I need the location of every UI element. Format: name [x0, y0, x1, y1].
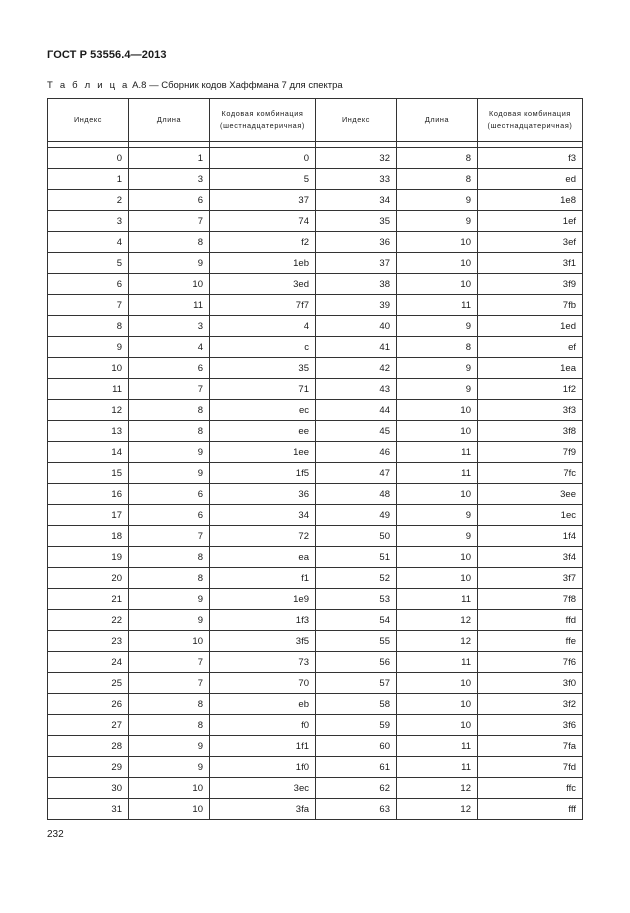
cell-length: 10	[397, 568, 478, 589]
cell-length: 9	[129, 253, 210, 274]
table-row	[48, 547, 583, 568]
cell-codeword: 7f7	[210, 295, 316, 316]
cell-length: 6	[129, 505, 210, 526]
cell-codeword: 34	[210, 505, 316, 526]
table-row	[48, 715, 583, 736]
cell-length: 6	[129, 484, 210, 505]
cell-codeword: 7f9	[478, 442, 583, 463]
document-header: ГОСТ Р 53556.4—2013	[47, 49, 167, 61]
cell-length: 11	[129, 295, 210, 316]
cell-codeword: 1ee	[210, 442, 316, 463]
cell-index: 12	[48, 400, 129, 421]
cell-index: 25	[48, 673, 129, 694]
cell-codeword: 36	[210, 484, 316, 505]
cell-length: 8	[129, 232, 210, 253]
cell-index: 0	[48, 148, 129, 169]
table-caption	[47, 80, 343, 91]
cell-length: 9	[397, 526, 478, 547]
cell-codeword: 1e9	[210, 589, 316, 610]
cell-index: 57	[316, 673, 397, 694]
cell-codeword: 3f8	[478, 421, 583, 442]
cell-length: 11	[397, 736, 478, 757]
cell-codeword: 7f8	[478, 589, 583, 610]
cell-index: 62	[316, 778, 397, 799]
cell-codeword: 70	[210, 673, 316, 694]
cell-length: 10	[397, 694, 478, 715]
cell-length: 9	[129, 442, 210, 463]
table-row	[48, 421, 583, 442]
cell-index: 9	[48, 337, 129, 358]
cell-length: 9	[397, 505, 478, 526]
cell-length: 7	[129, 526, 210, 547]
cell-codeword: 1f3	[210, 610, 316, 631]
cell-index: 16	[48, 484, 129, 505]
cell-index: 26	[48, 694, 129, 715]
cell-length: 3	[129, 169, 210, 190]
cell-index: 56	[316, 652, 397, 673]
cell-index: 1	[48, 169, 129, 190]
cell-length: 7	[129, 379, 210, 400]
cell-index: 24	[48, 652, 129, 673]
cell-codeword: ffc	[478, 778, 583, 799]
cell-index: 15	[48, 463, 129, 484]
cell-codeword: 37	[210, 190, 316, 211]
cell-length: 8	[129, 568, 210, 589]
cell-index: 48	[316, 484, 397, 505]
table-row	[48, 190, 583, 211]
cell-length: 10	[129, 778, 210, 799]
table-row	[48, 568, 583, 589]
cell-index: 40	[316, 316, 397, 337]
cell-length: 9	[129, 757, 210, 778]
cell-index: 35	[316, 211, 397, 232]
cell-index: 5	[48, 253, 129, 274]
cell-length: 8	[129, 715, 210, 736]
cell-index: 37	[316, 253, 397, 274]
cell-index: 14	[48, 442, 129, 463]
cell-codeword: 1f0	[210, 757, 316, 778]
cell-index: 32	[316, 148, 397, 169]
cell-codeword: 7fc	[478, 463, 583, 484]
cell-codeword: f1	[210, 568, 316, 589]
cell-index: 44	[316, 400, 397, 421]
cell-length: 8	[397, 148, 478, 169]
cell-codeword: 4	[210, 316, 316, 337]
table-row	[48, 736, 583, 757]
cell-length: 10	[397, 400, 478, 421]
header-codeword: Кодовая комбинация (шестнадцатеричная)	[478, 99, 583, 142]
cell-index: 6	[48, 274, 129, 295]
table-row	[48, 211, 583, 232]
cell-codeword: 3f5	[210, 631, 316, 652]
table-body	[48, 142, 583, 820]
cell-length: 9	[397, 316, 478, 337]
cell-codeword: 3f6	[478, 715, 583, 736]
cell-index: 20	[48, 568, 129, 589]
cell-codeword: 1ef	[478, 211, 583, 232]
cell-length: 7	[129, 652, 210, 673]
cell-codeword: 35	[210, 358, 316, 379]
cell-codeword: 3ec	[210, 778, 316, 799]
cell-index: 50	[316, 526, 397, 547]
table-row	[48, 484, 583, 505]
cell-codeword: ffe	[478, 631, 583, 652]
cell-index: 46	[316, 442, 397, 463]
cell-length: 9	[397, 379, 478, 400]
cell-index: 42	[316, 358, 397, 379]
cell-codeword: ed	[478, 169, 583, 190]
cell-length: 10	[129, 799, 210, 820]
cell-codeword: 3f2	[478, 694, 583, 715]
cell-length: 12	[397, 631, 478, 652]
cell-length: 11	[397, 442, 478, 463]
cell-codeword: ea	[210, 547, 316, 568]
cell-codeword: 5	[210, 169, 316, 190]
cell-codeword: 1ec	[478, 505, 583, 526]
cell-index: 21	[48, 589, 129, 610]
cell-length: 9	[129, 736, 210, 757]
cell-length: 9	[129, 463, 210, 484]
cell-codeword: 3f4	[478, 547, 583, 568]
cell-index: 3	[48, 211, 129, 232]
table-row	[48, 799, 583, 820]
cell-index: 60	[316, 736, 397, 757]
cell-index: 59	[316, 715, 397, 736]
cell-codeword: 73	[210, 652, 316, 673]
table-row	[48, 778, 583, 799]
cell-length: 10	[397, 253, 478, 274]
cell-index: 41	[316, 337, 397, 358]
cell-length: 9	[397, 190, 478, 211]
cell-codeword: 3f1	[478, 253, 583, 274]
table-row	[48, 610, 583, 631]
table-row	[48, 358, 583, 379]
table-row	[48, 316, 583, 337]
cell-index: 38	[316, 274, 397, 295]
cell-length: 1	[129, 148, 210, 169]
cell-index: 39	[316, 295, 397, 316]
cell-codeword: 1f1	[210, 736, 316, 757]
cell-index: 53	[316, 589, 397, 610]
cell-codeword: 7fa	[478, 736, 583, 757]
cell-length: 9	[129, 610, 210, 631]
cell-length: 10	[397, 421, 478, 442]
cell-index: 52	[316, 568, 397, 589]
table-caption-text: А.8 — Сборник кодов Хаффмана 7 для спектра	[129, 80, 343, 91]
cell-index: 22	[48, 610, 129, 631]
cell-codeword: 3f9	[478, 274, 583, 295]
cell-index: 51	[316, 547, 397, 568]
cell-codeword: f0	[210, 715, 316, 736]
cell-length: 11	[397, 463, 478, 484]
table-row	[48, 253, 583, 274]
cell-codeword: 1f2	[478, 379, 583, 400]
cell-length: 10	[129, 274, 210, 295]
cell-length: 8	[397, 169, 478, 190]
cell-length: 11	[397, 757, 478, 778]
cell-length: 8	[129, 421, 210, 442]
table-row	[48, 694, 583, 715]
cell-length: 3	[129, 316, 210, 337]
table-row	[48, 526, 583, 547]
table-row	[48, 631, 583, 652]
cell-length: 10	[397, 715, 478, 736]
cell-codeword: c	[210, 337, 316, 358]
table-row	[48, 757, 583, 778]
cell-codeword: 3ed	[210, 274, 316, 295]
cell-index: 29	[48, 757, 129, 778]
cell-index: 23	[48, 631, 129, 652]
cell-length: 11	[397, 652, 478, 673]
cell-index: 28	[48, 736, 129, 757]
cell-length: 10	[397, 232, 478, 253]
cell-index: 4	[48, 232, 129, 253]
cell-index: 36	[316, 232, 397, 253]
cell-length: 10	[397, 274, 478, 295]
cell-index: 49	[316, 505, 397, 526]
cell-length: 6	[129, 358, 210, 379]
cell-codeword: 1eb	[210, 253, 316, 274]
cell-length: 12	[397, 778, 478, 799]
cell-index: 61	[316, 757, 397, 778]
cell-codeword: 7f6	[478, 652, 583, 673]
cell-length: 6	[129, 190, 210, 211]
cell-length: 8	[397, 337, 478, 358]
cell-length: 4	[129, 337, 210, 358]
cell-length: 10	[129, 631, 210, 652]
cell-codeword: 3f0	[478, 673, 583, 694]
header-index: Индекс	[48, 99, 129, 142]
cell-length: 7	[129, 211, 210, 232]
cell-codeword: 1f4	[478, 526, 583, 547]
table-row	[48, 442, 583, 463]
cell-length: 11	[397, 295, 478, 316]
page-number: 232	[47, 829, 64, 840]
cell-codeword: 1f5	[210, 463, 316, 484]
table-row	[48, 148, 583, 169]
cell-codeword: 1e8	[478, 190, 583, 211]
table-row	[48, 295, 583, 316]
cell-codeword: 3fa	[210, 799, 316, 820]
cell-index: 17	[48, 505, 129, 526]
cell-length: 7	[129, 673, 210, 694]
table-row	[48, 589, 583, 610]
cell-index: 45	[316, 421, 397, 442]
cell-codeword: 72	[210, 526, 316, 547]
cell-codeword: 7fb	[478, 295, 583, 316]
cell-codeword: ef	[478, 337, 583, 358]
header-length: Длина	[129, 99, 210, 142]
cell-index: 58	[316, 694, 397, 715]
cell-codeword: ee	[210, 421, 316, 442]
cell-length: 12	[397, 799, 478, 820]
cell-codeword: 1ea	[478, 358, 583, 379]
cell-index: 30	[48, 778, 129, 799]
cell-codeword: f3	[478, 148, 583, 169]
cell-index: 63	[316, 799, 397, 820]
table-row	[48, 652, 583, 673]
table-row	[48, 463, 583, 484]
cell-length: 12	[397, 610, 478, 631]
cell-codeword: f2	[210, 232, 316, 253]
cell-codeword: 3f3	[478, 400, 583, 421]
cell-index: 8	[48, 316, 129, 337]
cell-codeword: ffd	[478, 610, 583, 631]
cell-length: 11	[397, 589, 478, 610]
cell-codeword: fff	[478, 799, 583, 820]
cell-index: 7	[48, 295, 129, 316]
header-index: Индекс	[316, 99, 397, 142]
table-row	[48, 379, 583, 400]
cell-codeword: 3f7	[478, 568, 583, 589]
cell-index: 10	[48, 358, 129, 379]
cell-codeword: ec	[210, 400, 316, 421]
cell-index: 34	[316, 190, 397, 211]
cell-index: 2	[48, 190, 129, 211]
cell-index: 33	[316, 169, 397, 190]
table-row	[48, 337, 583, 358]
table-row	[48, 232, 583, 253]
cell-codeword: 3ee	[478, 484, 583, 505]
cell-codeword: 74	[210, 211, 316, 232]
cell-codeword: 0	[210, 148, 316, 169]
cell-index: 27	[48, 715, 129, 736]
table-header-row	[48, 99, 583, 142]
table-caption-prefix: Т а б л и ц а	[47, 80, 130, 91]
table-row	[48, 673, 583, 694]
cell-index: 11	[48, 379, 129, 400]
cell-codeword: 1ed	[478, 316, 583, 337]
table-row	[48, 400, 583, 421]
cell-length: 8	[129, 547, 210, 568]
cell-index: 47	[316, 463, 397, 484]
cell-length: 9	[129, 589, 210, 610]
cell-index: 54	[316, 610, 397, 631]
cell-index: 55	[316, 631, 397, 652]
header-length: Длина	[397, 99, 478, 142]
cell-length: 10	[397, 547, 478, 568]
table-row	[48, 169, 583, 190]
cell-length: 9	[397, 358, 478, 379]
header-codeword: Кодовая комбинация (шестнадцатеричная)	[210, 99, 316, 142]
cell-index: 19	[48, 547, 129, 568]
cell-length: 10	[397, 673, 478, 694]
cell-codeword: 3ef	[478, 232, 583, 253]
cell-index: 43	[316, 379, 397, 400]
cell-length: 10	[397, 484, 478, 505]
cell-codeword: eb	[210, 694, 316, 715]
cell-codeword: 7fd	[478, 757, 583, 778]
cell-index: 31	[48, 799, 129, 820]
huffman-code-table	[47, 98, 583, 820]
cell-length: 8	[129, 400, 210, 421]
cell-index: 18	[48, 526, 129, 547]
cell-index: 13	[48, 421, 129, 442]
table-row	[48, 505, 583, 526]
cell-length: 9	[397, 211, 478, 232]
table-row	[48, 274, 583, 295]
cell-codeword: 71	[210, 379, 316, 400]
cell-length: 8	[129, 694, 210, 715]
